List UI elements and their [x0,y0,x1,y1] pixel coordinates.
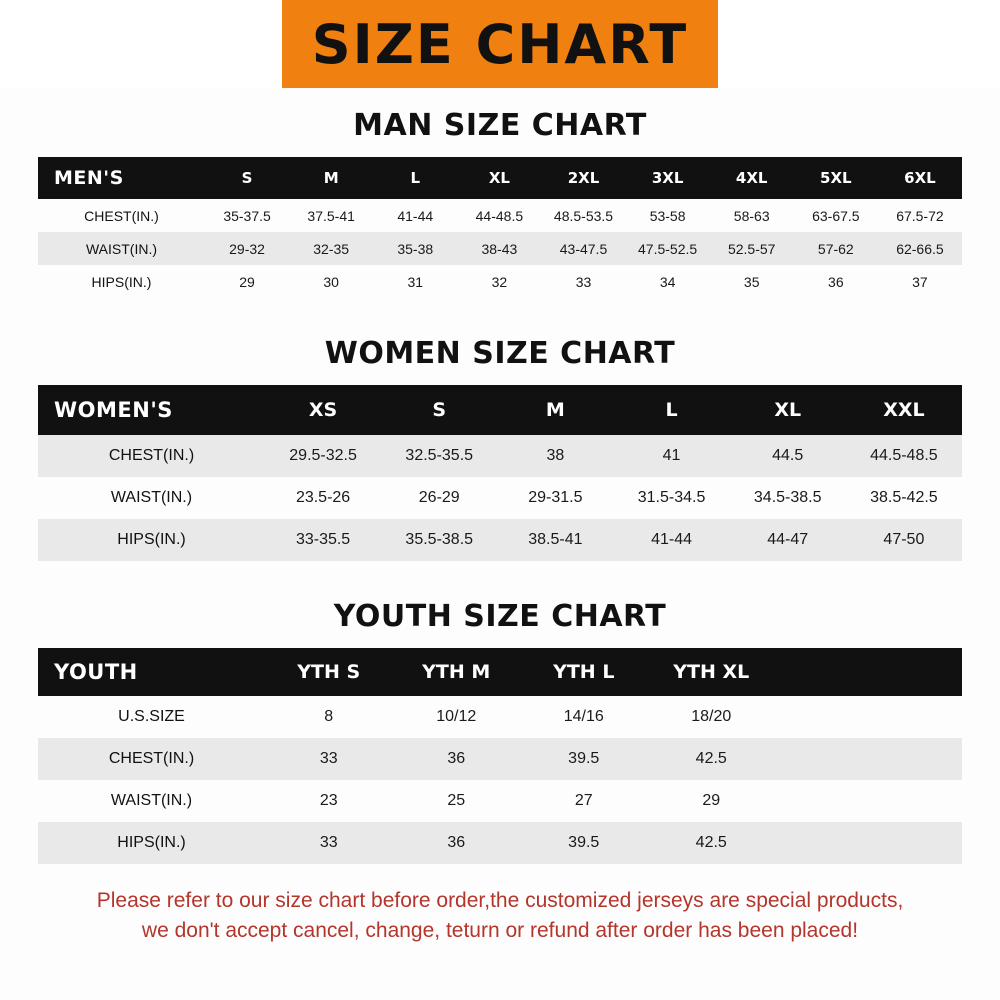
men-chest-m: 37.5-41 [289,199,373,232]
table-header-row [38,385,962,435]
women-hips-xl: 44-47 [730,519,846,561]
table-row [38,519,962,561]
men-waist-3xl: 47.5-52.5 [626,232,710,265]
table-row [38,822,962,864]
men-hips-3xl: 34 [626,265,710,298]
youth-col-spacer [775,648,962,696]
youth-chest-l: 39.5 [520,738,648,780]
youth-ussize-s: 8 [265,696,393,738]
men-col-s: S [205,157,289,199]
women-chest-l: 41 [613,435,729,477]
women-chest-s: 32.5-35.5 [381,435,497,477]
women-table-header [38,385,962,435]
women-chest-xxl: 44.5-48.5 [846,435,962,477]
youth-ussize-l: 14/16 [520,696,648,738]
women-row-waist-label: WAIST(IN.) [38,477,265,519]
men-chest-l: 41-44 [373,199,457,232]
men-waist-xl: 38-43 [457,232,541,265]
youth-row-hips-label: HIPS(IN.) [38,822,265,864]
table-row [38,780,962,822]
table-row [38,232,962,265]
table-row [38,738,962,780]
youth-section [0,599,1000,864]
men-chest-3xl: 53-58 [626,199,710,232]
women-section [0,336,1000,561]
women-chest-xs: 29.5-32.5 [265,435,381,477]
men-row-hips-label: HIPS(IN.) [38,265,205,298]
table-row [38,265,962,298]
youth-table-body [38,696,962,864]
women-waist-xs: 23.5-26 [265,477,381,519]
youth-col-l: YTH L [520,648,648,696]
men-waist-6xl: 62-66.5 [878,232,962,265]
men-chest-2xl: 48.5-53.5 [541,199,625,232]
women-hips-xxl: 47-50 [846,519,962,561]
table-row [38,696,962,738]
youth-hips-xl: 42.5 [648,822,776,864]
men-chest-s: 35-37.5 [205,199,289,232]
youth-col-s: YTH S [265,648,393,696]
women-table-body [38,435,962,561]
youth-size-table [38,648,962,864]
youth-row-waist-label: WAIST(IN.) [38,780,265,822]
youth-hips-spacer [775,822,962,864]
women-row-chest-label: CHEST(IN.) [38,435,265,477]
youth-waist-l: 27 [520,780,648,822]
men-hips-2xl: 33 [541,265,625,298]
men-col-xl: XL [457,157,541,199]
women-hips-l: 41-44 [613,519,729,561]
men-row-header-label: MEN'S [38,157,205,199]
table-row [38,435,962,477]
women-size-table [38,385,962,561]
men-row-waist-label: WAIST(IN.) [38,232,205,265]
youth-ussize-xl: 18/20 [648,696,776,738]
youth-row-chest-label: CHEST(IN.) [38,738,265,780]
table-row [38,199,962,232]
women-section-title: WOMEN SIZE CHART [324,336,676,371]
women-col-s: S [381,385,497,435]
men-row-chest-label: CHEST(IN.) [38,199,205,232]
youth-hips-s: 33 [265,822,393,864]
youth-row-ussize-label: U.S.SIZE [38,696,265,738]
page-banner [0,0,1000,88]
men-col-m: M [289,157,373,199]
youth-col-xl: YTH XL [648,648,776,696]
women-waist-l: 31.5-34.5 [613,477,729,519]
men-hips-5xl: 36 [794,265,878,298]
youth-ussize-m: 10/12 [393,696,521,738]
men-hips-s: 29 [205,265,289,298]
men-col-l: L [373,157,457,199]
men-waist-s: 29-32 [205,232,289,265]
men-hips-xl: 32 [457,265,541,298]
men-chest-5xl: 63-67.5 [794,199,878,232]
men-table-header [38,157,962,199]
youth-ussize-spacer [775,696,962,738]
women-waist-xl: 34.5-38.5 [730,477,846,519]
men-section-title: MAN SIZE CHART [353,108,647,143]
women-col-xs: XS [265,385,381,435]
youth-waist-xl: 29 [648,780,776,822]
women-col-m: M [497,385,613,435]
men-waist-2xl: 43-47.5 [541,232,625,265]
men-waist-4xl: 52.5-57 [710,232,794,265]
women-chest-m: 38 [497,435,613,477]
men-col-2xl: 2XL [541,157,625,199]
youth-chest-xl: 42.5 [648,738,776,780]
women-waist-xxl: 38.5-42.5 [846,477,962,519]
women-waist-s: 26-29 [381,477,497,519]
women-row-hips-label: HIPS(IN.) [38,519,265,561]
women-chest-xl: 44.5 [730,435,846,477]
men-waist-l: 35-38 [373,232,457,265]
youth-hips-m: 36 [393,822,521,864]
men-chest-4xl: 58-63 [710,199,794,232]
men-section [0,108,1000,298]
youth-chest-m: 36 [393,738,521,780]
men-waist-m: 32-35 [289,232,373,265]
women-hips-m: 38.5-41 [497,519,613,561]
men-col-6xl: 6XL [878,157,962,199]
youth-waist-m: 25 [393,780,521,822]
footer-note [20,886,980,947]
women-hips-s: 35.5-38.5 [381,519,497,561]
men-hips-m: 30 [289,265,373,298]
youth-table-header [38,648,962,696]
youth-waist-s: 23 [265,780,393,822]
men-chest-xl: 44-48.5 [457,199,541,232]
women-col-l: L [613,385,729,435]
table-row [38,477,962,519]
men-size-table [38,157,962,298]
footer-note-line-2: we don't accept cancel, change, teturn or refund after order has been placed! [141,919,859,943]
women-col-xl: XL [730,385,846,435]
men-col-4xl: 4XL [710,157,794,199]
men-hips-4xl: 35 [710,265,794,298]
table-header-row [38,648,962,696]
youth-col-m: YTH M [393,648,521,696]
women-row-header-label: WOMEN'S [38,385,265,435]
youth-chest-spacer [775,738,962,780]
men-hips-l: 31 [373,265,457,298]
women-hips-xs: 33-35.5 [265,519,381,561]
women-col-xxl: XXL [846,385,962,435]
men-hips-6xl: 37 [878,265,962,298]
men-table-body [38,199,962,298]
table-header-row [38,157,962,199]
men-waist-5xl: 57-62 [794,232,878,265]
men-chest-6xl: 67.5-72 [878,199,962,232]
youth-chest-s: 33 [265,738,393,780]
men-col-3xl: 3XL [626,157,710,199]
youth-hips-l: 39.5 [520,822,648,864]
page-title: SIZE CHART [311,12,689,76]
footer-note-line-1: Please refer to our size chart before order,the customized jerseys are special products, [96,889,904,912]
youth-row-header-label: YOUTH [38,648,265,696]
women-waist-m: 29-31.5 [497,477,613,519]
youth-waist-spacer [775,780,962,822]
youth-section-title: YOUTH SIZE CHART [333,599,667,634]
men-col-5xl: 5XL [794,157,878,199]
